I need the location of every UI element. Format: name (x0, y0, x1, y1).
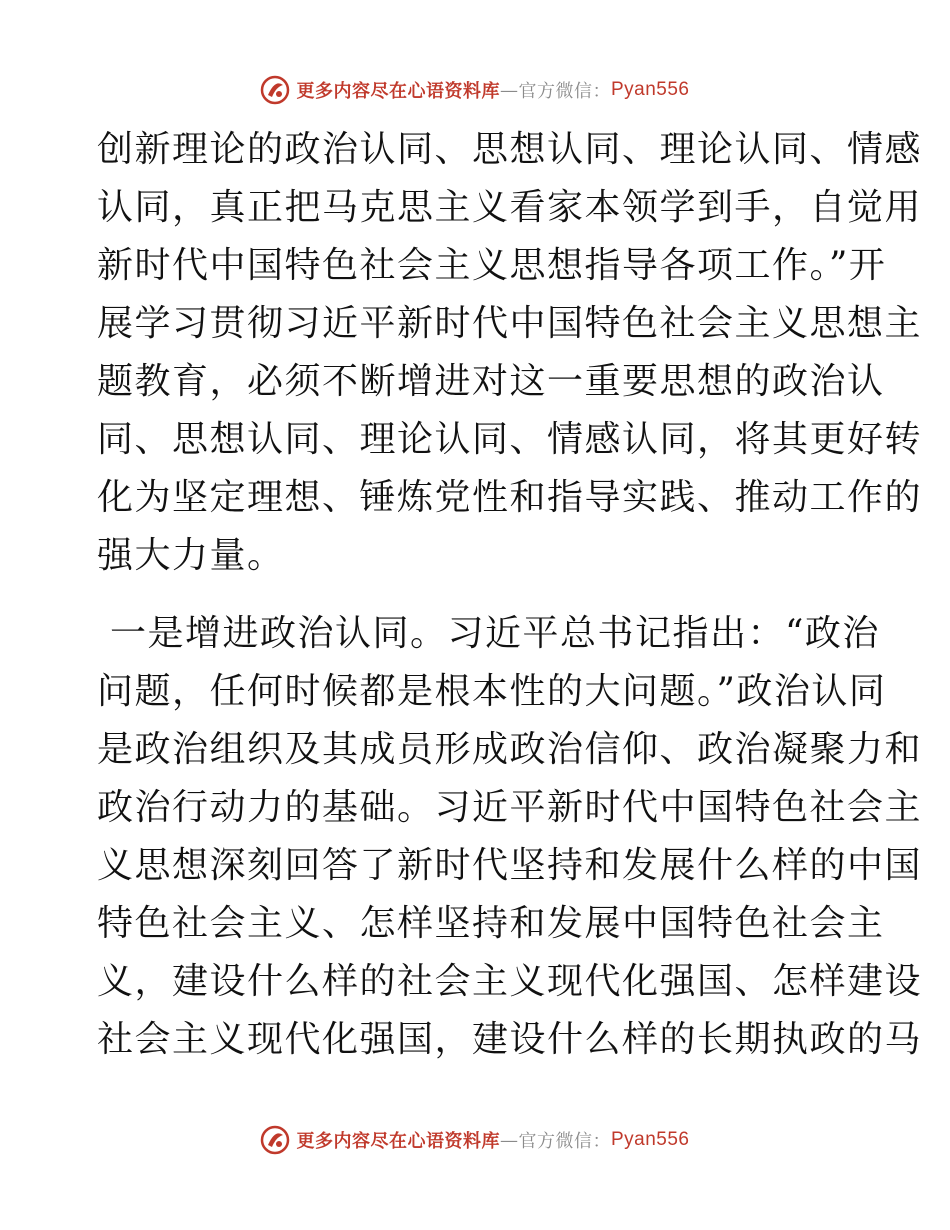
text-line: 问题，任何时候都是根本性的大问题。”政治认同 (97, 671, 887, 712)
logo-icon (260, 75, 290, 105)
text-line: 义，建设什么样的社会主义现代化强国、怎样建设 (97, 961, 923, 1002)
text-line: 同、思想认同、理论认同、情感认同，将其更好转 (97, 419, 923, 460)
logo-icon (260, 1125, 290, 1155)
footer-wechat-account: Pyan556 (610, 1129, 690, 1150)
document-body (97, 121, 923, 1069)
footer-banner (0, 1120, 950, 1160)
header-banner (0, 70, 950, 110)
text-line: 是政治组织及其成员形成政治信仰、政治凝聚力和 (97, 729, 923, 770)
paragraph-gap (97, 585, 857, 605)
paragraph-2 (97, 605, 923, 1069)
footer-site-name: 更多内容尽在心语资料库 (296, 1131, 500, 1152)
text-line: 创新理论的政治认同、思想认同、理论认同、情感 (97, 129, 923, 170)
header-dash: — (499, 79, 519, 101)
text-line: 认同，真正把马克思主义看家本领学到手，自觉用 (97, 187, 923, 228)
text-line: 化为坚定理想、锤炼党性和指导实践、推动工作的 (97, 477, 923, 518)
text-line: 义思想深刻回答了新时代坚持和发展什么样的中国 (97, 845, 923, 886)
text-line: 特色社会主义、怎样坚持和发展中国特色社会主 (97, 903, 885, 944)
text-line: 强大力量。 (97, 535, 285, 576)
text-line: 政治行动力的基础。习近平新时代中国特色社会主 (97, 787, 923, 828)
text-line: 一是增进政治认同。习近平总书记指出：“政治 (97, 613, 880, 654)
paragraph-1 (97, 121, 923, 585)
text-line: 新时代中国特色社会主义思想指导各项工作。”开 (97, 245, 887, 286)
text-line: 展学习贯彻习近平新时代中国特色社会主义思想主 (97, 303, 923, 344)
text-line: 题教育，必须不断增进对这一重要思想的政治认 (97, 361, 885, 402)
header-wechat-account: Pyan556 (610, 79, 690, 100)
footer-wechat-label: 官方微信： (518, 1131, 611, 1152)
header-wechat-label: 官方微信： (518, 81, 611, 102)
text-line: 社会主义现代化强国，建设什么样的长期执政的马 (97, 1019, 923, 1060)
footer-dash: — (499, 1129, 519, 1151)
header-site-name: 更多内容尽在心语资料库 (296, 81, 500, 102)
